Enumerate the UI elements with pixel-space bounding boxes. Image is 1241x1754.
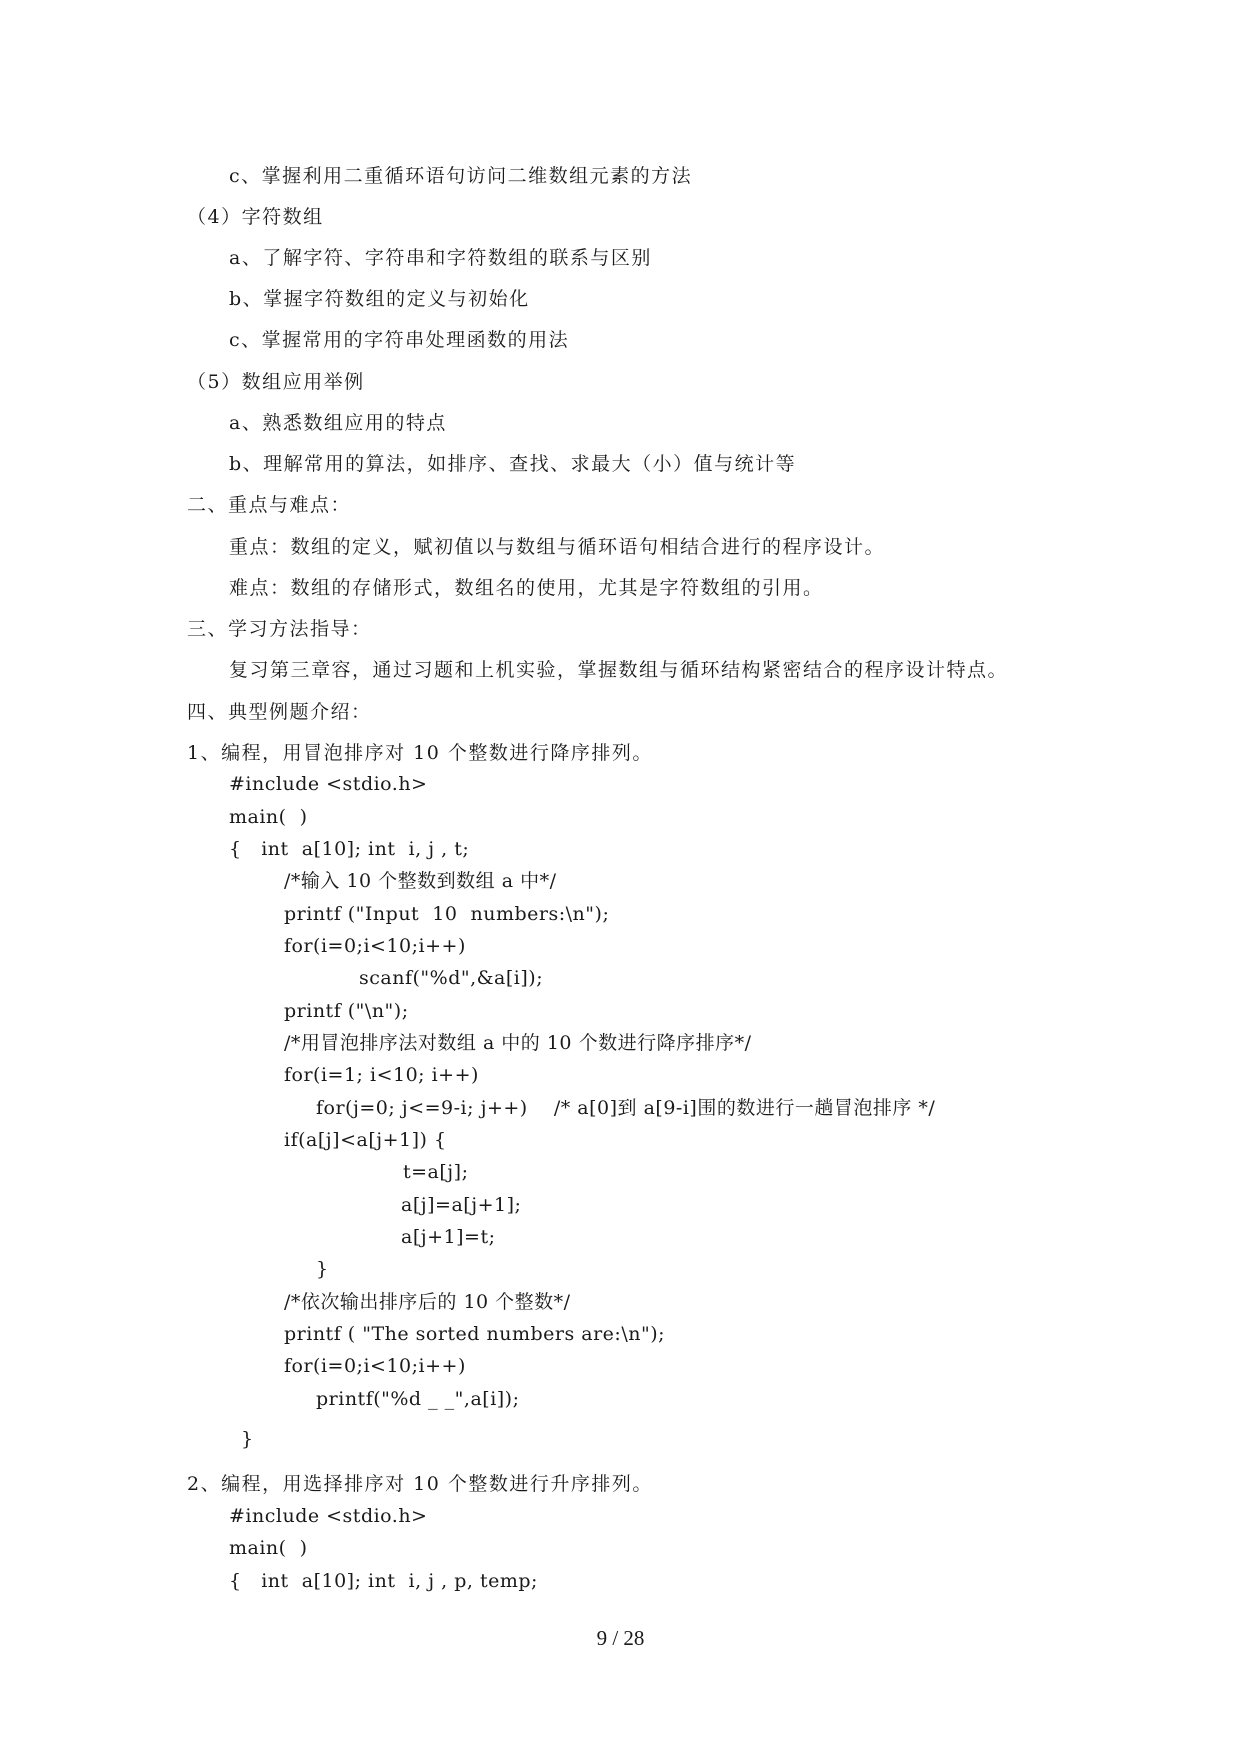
text-line: 重点：数组的定义，赋初值以与数组与循环语句相结合进行的程序设计。 — [229, 536, 886, 558]
section-heading: （4）字符数组 — [187, 206, 324, 228]
text-line: c、掌握常用的字符串处理函数的用法 — [229, 329, 570, 351]
code-line: printf ("Input 10 numbers:\n"); — [284, 903, 610, 925]
code-line: /*输入 10 个整数到数组 a 中*/ — [284, 870, 557, 892]
section-heading: 二、重点与难点： — [187, 494, 352, 516]
text-line: a、了解字符、字符串和字符数组的联系与区别 — [229, 247, 652, 269]
code-line: for(i=1; i<10; i++) — [284, 1064, 479, 1086]
code-line: { int a[10]; int i, j , t; — [229, 838, 470, 860]
code-line: /*用冒泡排序法对数组 a 中的 10 个数进行降序排序*/ — [284, 1032, 752, 1054]
code-line: t=a[j]; — [403, 1161, 469, 1183]
page-number: 9 / 28 — [596, 1626, 645, 1650]
text-line: b、理解常用的算法，如排序、查找、求最大（小）值与统计等 — [229, 453, 797, 475]
code-line: printf("%d _ _",a[i]); — [316, 1388, 520, 1410]
code-line: #include <stdio.h> — [229, 1505, 428, 1527]
code-line: a[j]=a[j+1]; — [401, 1194, 522, 1216]
example-title: 1、编程，用冒泡排序对 10 个整数进行降序排列。 — [187, 742, 653, 764]
code-line: } — [241, 1428, 254, 1450]
text-line: 难点：数组的存储形式，数组名的使用，尤其是字符数组的引用。 — [229, 577, 824, 599]
code-line: printf ( "The sorted numbers are:\n"); — [284, 1323, 666, 1345]
code-line: main( ) — [229, 806, 308, 828]
code-line: } — [316, 1258, 329, 1280]
code-line: for(i=0;i<10;i++) — [284, 935, 466, 957]
code-line: a[j+1]=t; — [401, 1226, 496, 1248]
code-line: scanf("%d",&a[i]); — [359, 967, 544, 989]
section-heading: 四、典型例题介绍： — [187, 701, 372, 723]
code-line: main( ) — [229, 1537, 308, 1559]
text-line: 复习第三章容，通过习题和上机实验，掌握数组与循环结构紧密结合的程序设计特点。 — [229, 659, 1009, 681]
text-line: b、掌握字符数组的定义与初始化 — [229, 288, 530, 310]
text-line: c、掌握利用二重循环语句访问二维数组元素的方法 — [229, 165, 693, 187]
example-title: 2、编程，用选择排序对 10 个整数进行升序排列。 — [187, 1473, 653, 1495]
section-heading: （5）数组应用举例 — [187, 371, 365, 393]
text-line: a、熟悉数组应用的特点 — [229, 412, 447, 434]
section-heading: 三、学习方法指导： — [187, 618, 372, 640]
code-line: if(a[j]<a[j+1]) { — [284, 1129, 447, 1151]
code-line: printf ("\n"); — [284, 1000, 409, 1022]
code-line: #include <stdio.h> — [229, 773, 428, 795]
code-line: { int a[10]; int i, j , p, temp; — [229, 1570, 538, 1592]
code-line: for(i=0;i<10;i++) — [284, 1355, 466, 1377]
code-line: /*依次输出排序后的 10 个整数*/ — [284, 1291, 571, 1313]
code-line: for(j=0; j<=9-i; j++) /* a[0]到 a[9-i]围的数进行一趟冒泡排序 */ — [316, 1097, 936, 1119]
